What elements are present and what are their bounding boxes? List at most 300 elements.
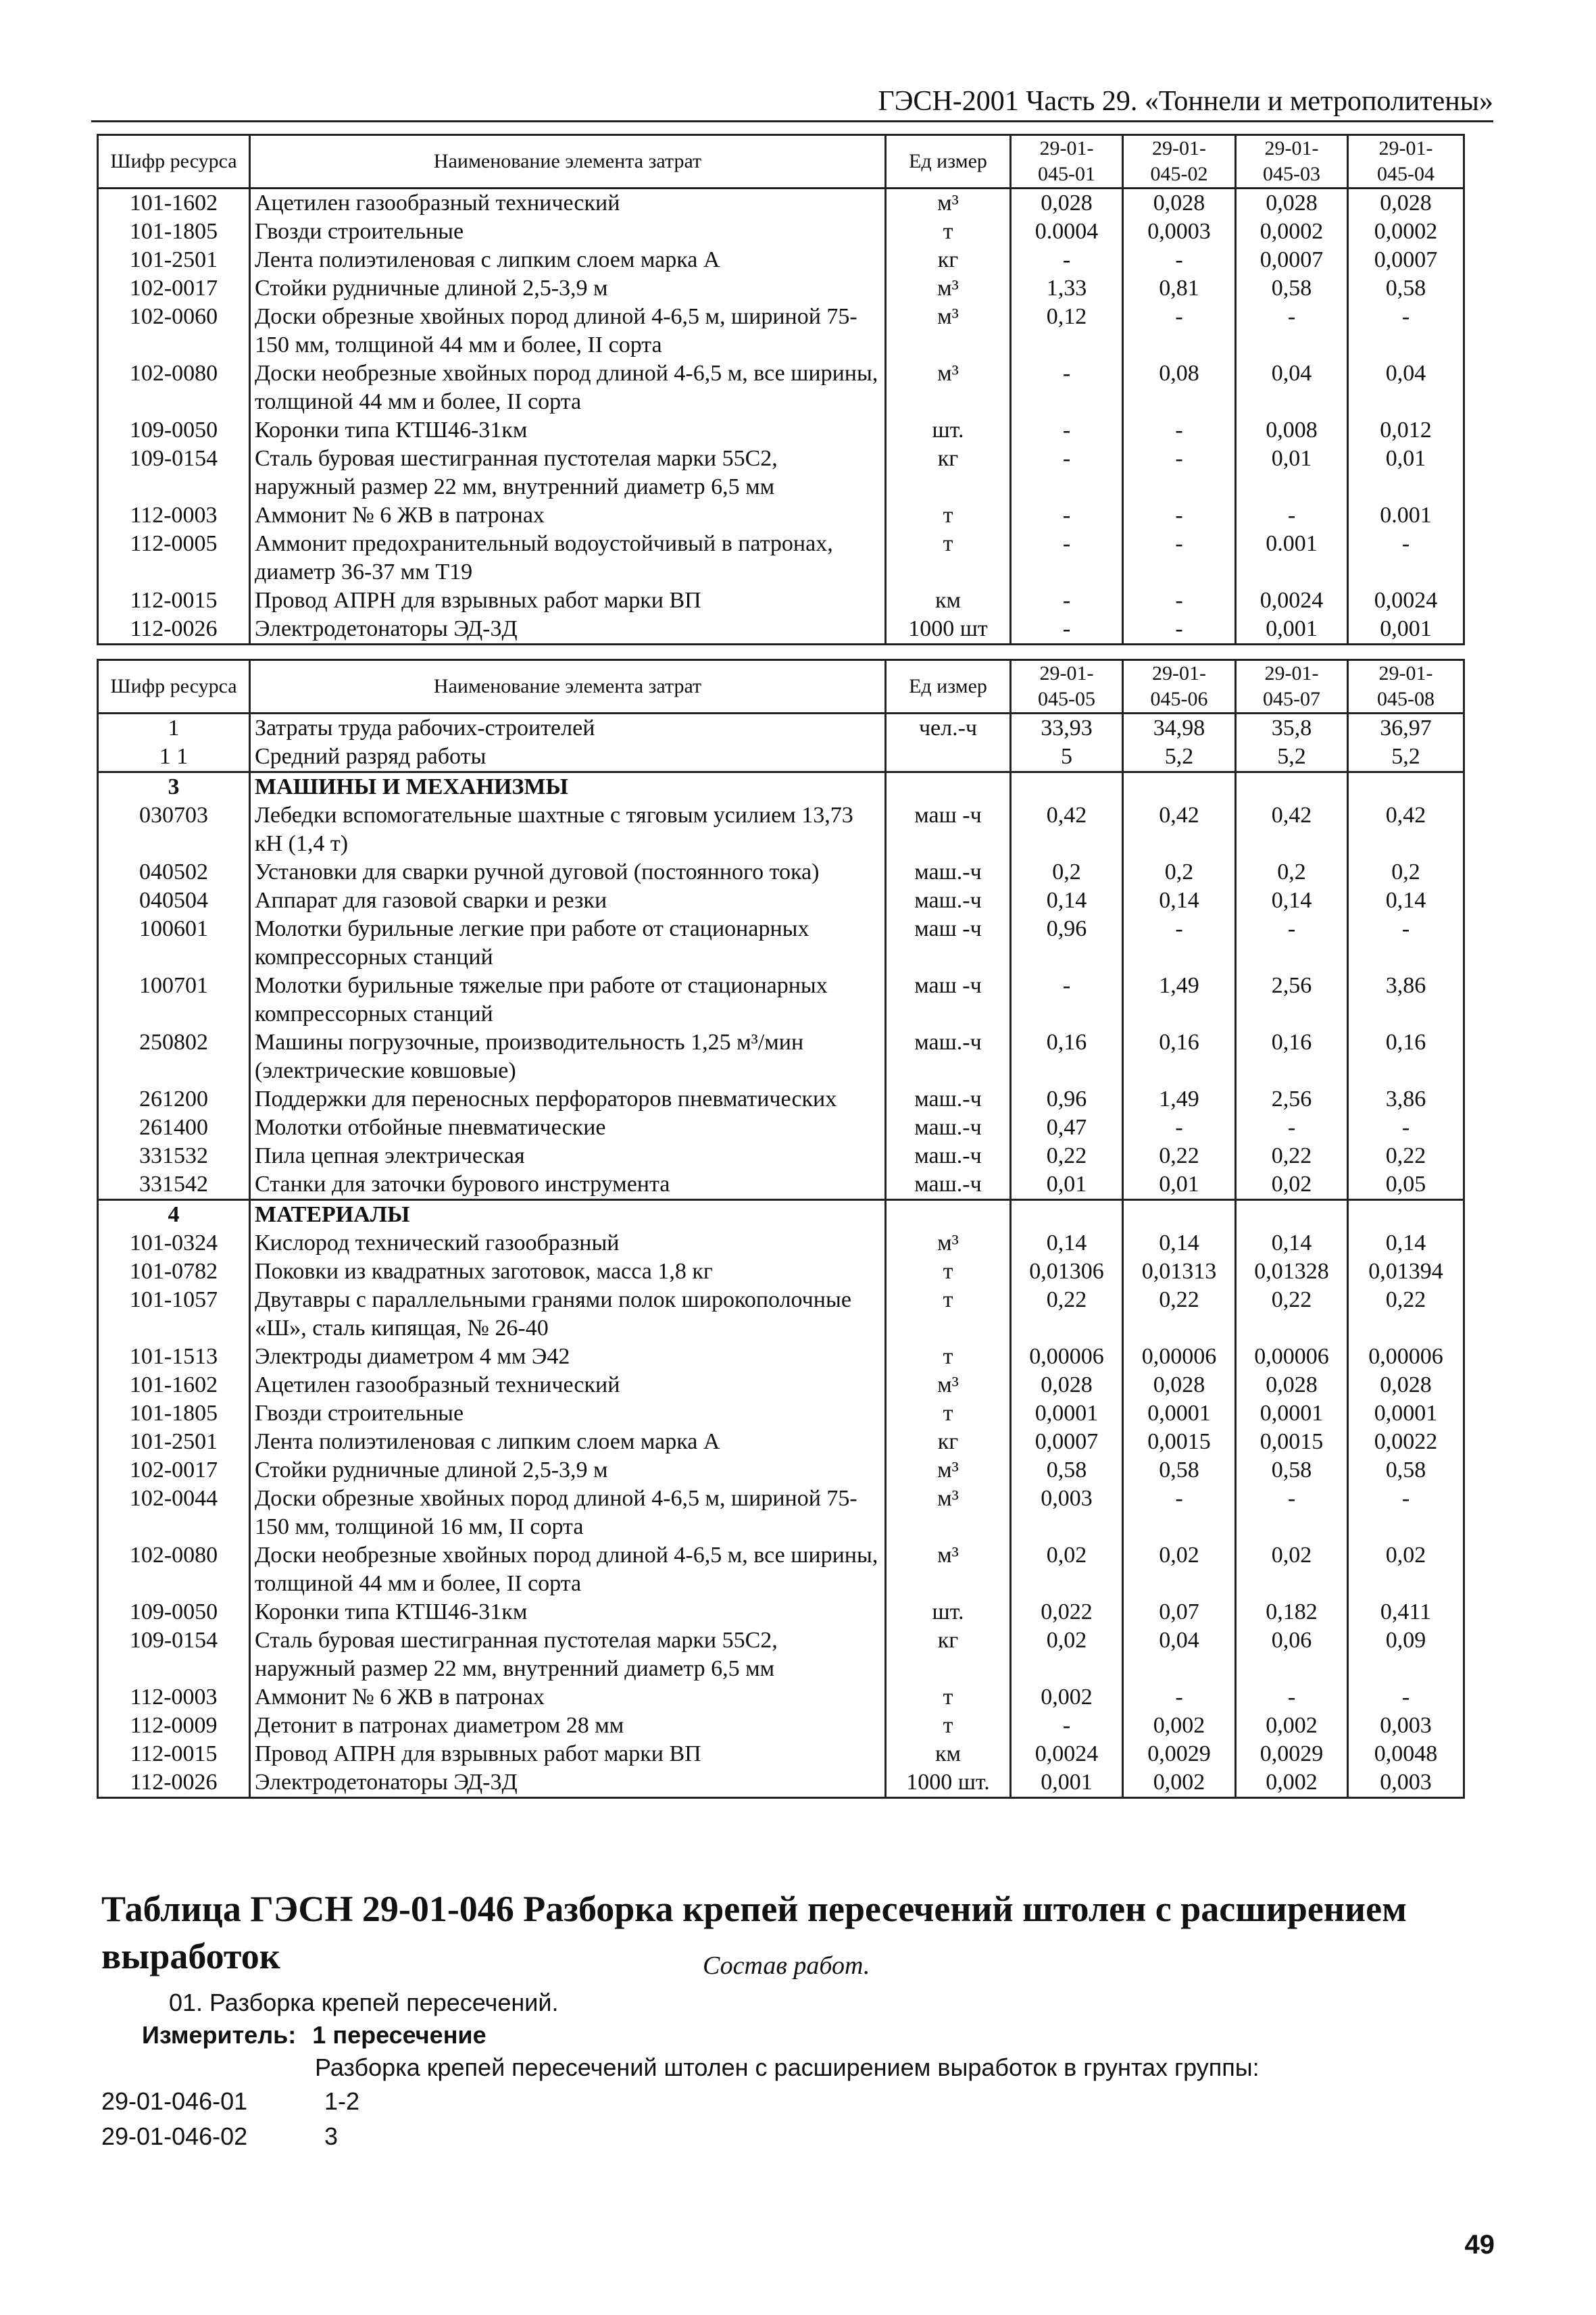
resource-code: 109-0050 bbox=[98, 416, 250, 445]
unit: м³ bbox=[886, 1229, 1011, 1258]
resource-name: Доски необрезные хвойных пород длиной 4-6,5 м, все ширины, толщиной 44 мм и более, II сорта bbox=[250, 1541, 886, 1598]
value: - bbox=[1011, 445, 1123, 501]
table-row bbox=[98, 1142, 1464, 1170]
unit bbox=[886, 743, 1011, 772]
value: 0,003 bbox=[1348, 1712, 1464, 1740]
table-row bbox=[98, 1626, 1464, 1683]
resource-name: Двутавры с параллельными гранями полок широкополочные «Ш», сталь кипящая, № 26-40 bbox=[250, 1286, 886, 1343]
unit: 1000 шт. bbox=[886, 1768, 1011, 1798]
table-row bbox=[98, 416, 1464, 445]
value: 0,002 bbox=[1236, 1768, 1348, 1798]
value: 5,2 bbox=[1123, 743, 1236, 772]
value: 0,14 bbox=[1348, 1229, 1464, 1258]
resource-name: Доски необрезные хвойных пород длиной 4-6,5 м, все ширины, толщиной 44 мм и более, II сорта bbox=[250, 359, 886, 416]
value: 0,58 bbox=[1236, 274, 1348, 303]
value: 0,14 bbox=[1123, 1229, 1236, 1258]
value: 0.0004 bbox=[1011, 218, 1123, 246]
value: 0,14 bbox=[1236, 887, 1348, 915]
value: 0,003 bbox=[1011, 1485, 1123, 1541]
unit: м³ bbox=[886, 1541, 1011, 1598]
value: - bbox=[1011, 530, 1123, 587]
value: 0,22 bbox=[1123, 1142, 1236, 1170]
unit: маш.-ч bbox=[886, 1170, 1011, 1200]
measure-line bbox=[142, 2019, 487, 2051]
value: 0,028 bbox=[1236, 189, 1348, 218]
code-list bbox=[101, 2084, 359, 2154]
resource-name: Детонит в патронах диаметром 28 мм bbox=[250, 1712, 886, 1740]
unit: кг bbox=[886, 1626, 1011, 1683]
table-row bbox=[98, 615, 1464, 645]
value: 0,96 bbox=[1011, 915, 1123, 972]
value: 0,022 bbox=[1011, 1598, 1123, 1626]
value: - bbox=[1348, 303, 1464, 359]
unit: маш -ч bbox=[886, 915, 1011, 972]
resource-code: 101-1602 bbox=[98, 1371, 250, 1399]
column-header: 29-01- 045-08 bbox=[1348, 660, 1464, 714]
section-description: Разборка крепей пересечений штолен с расширением выработок в грунтах группы: bbox=[315, 2053, 1260, 2081]
unit: маш.-ч bbox=[886, 1085, 1011, 1114]
resource-code: 101-1805 bbox=[98, 1399, 250, 1428]
table-row bbox=[98, 274, 1464, 303]
column-header: Наименование элемента затрат bbox=[250, 660, 886, 714]
work-item: 01. Разборка крепей пересечений. bbox=[169, 1989, 559, 2016]
value: 5,2 bbox=[1348, 743, 1464, 772]
resource-name: Аммонит № 6 ЖВ в патронах bbox=[250, 501, 886, 530]
table-row bbox=[98, 218, 1464, 246]
resource-name: Стойки рудничные длиной 2,5-3,9 м bbox=[250, 1456, 886, 1485]
resource-name: Электроды диаметром 4 мм Э42 bbox=[250, 1343, 886, 1371]
value: - bbox=[1236, 303, 1348, 359]
resource-code: 109-0154 bbox=[98, 1626, 250, 1683]
value: 0,001 bbox=[1011, 1768, 1123, 1798]
value: 1,33 bbox=[1011, 274, 1123, 303]
value: 0,0007 bbox=[1011, 1428, 1123, 1456]
unit: маш.-ч bbox=[886, 1028, 1011, 1085]
resource-name: Аппарат для газовой сварки и резки bbox=[250, 887, 886, 915]
resource-code: 101-1513 bbox=[98, 1343, 250, 1371]
value: 0,22 bbox=[1348, 1142, 1464, 1170]
table-row bbox=[98, 1428, 1464, 1456]
value: - bbox=[1011, 359, 1123, 416]
unit: т bbox=[886, 1683, 1011, 1712]
value bbox=[1011, 772, 1123, 802]
value: 1,49 bbox=[1123, 972, 1236, 1028]
table-row bbox=[98, 1541, 1464, 1598]
resource-name: Машины погрузочные, производительность 1,25 м³/мин (электрические ковшовые) bbox=[250, 1028, 886, 1085]
resource-code: 261200 bbox=[98, 1085, 250, 1114]
value: 0,0007 bbox=[1236, 246, 1348, 274]
value: 0,0015 bbox=[1123, 1428, 1236, 1456]
value: - bbox=[1236, 1485, 1348, 1541]
unit bbox=[886, 772, 1011, 802]
resource-name: Электродетонаторы ЭД-3Д bbox=[250, 615, 886, 645]
value: 0,47 bbox=[1011, 1114, 1123, 1142]
resource-code: 331532 bbox=[98, 1142, 250, 1170]
resource-code: 040502 bbox=[98, 858, 250, 887]
resource-name: Кислород технический газообразный bbox=[250, 1229, 886, 1258]
value: 5,2 bbox=[1236, 743, 1348, 772]
table-row bbox=[98, 246, 1464, 274]
unit: шт. bbox=[886, 416, 1011, 445]
resource-name: Аммонит предохранительный водоустойчивый в патронах, диаметр 36-37 мм Т19 bbox=[250, 530, 886, 587]
resource-name: Пила цепная электрическая bbox=[250, 1142, 886, 1170]
unit: км bbox=[886, 587, 1011, 615]
value: 0,001 bbox=[1348, 615, 1464, 645]
value: 0,0029 bbox=[1123, 1740, 1236, 1768]
value: 0,0001 bbox=[1011, 1399, 1123, 1428]
value: 0,028 bbox=[1348, 1371, 1464, 1399]
soil-group: 1-2 bbox=[324, 2087, 360, 2115]
unit: м³ bbox=[886, 1371, 1011, 1399]
column-header: Шифр ресурса bbox=[98, 660, 250, 714]
table-row bbox=[98, 887, 1464, 915]
value: - bbox=[1348, 1485, 1464, 1541]
resource-code: 100601 bbox=[98, 915, 250, 972]
value: - bbox=[1236, 1114, 1348, 1142]
value: 0,012 bbox=[1348, 416, 1464, 445]
value: 0,0024 bbox=[1011, 1740, 1123, 1768]
table-row bbox=[98, 1286, 1464, 1343]
value: - bbox=[1123, 1485, 1236, 1541]
resource-code: 030703 bbox=[98, 801, 250, 858]
resource-name: Сталь буровая шестигранная пустотелая марки 55С2, наружный размер 22 мм, внутренний диаметр 6,5 мм bbox=[250, 1626, 886, 1683]
value: 0,002 bbox=[1123, 1712, 1236, 1740]
column-header: Шифр ресурса bbox=[98, 135, 250, 189]
value: 0,028 bbox=[1348, 189, 1464, 218]
value bbox=[1348, 772, 1464, 802]
resource-code: 100701 bbox=[98, 972, 250, 1028]
resource-code: 101-1057 bbox=[98, 1286, 250, 1343]
resource-name: Лента полиэтиленовая с липким слоем марка А bbox=[250, 1428, 886, 1456]
value: 0,04 bbox=[1123, 1626, 1236, 1683]
resource-code: 040504 bbox=[98, 887, 250, 915]
value: 0,42 bbox=[1348, 801, 1464, 858]
value: 0,22 bbox=[1011, 1286, 1123, 1343]
value: 0,01394 bbox=[1348, 1258, 1464, 1286]
unit: т bbox=[886, 1399, 1011, 1428]
unit: маш -ч bbox=[886, 801, 1011, 858]
column-header: 29-01- 045-03 bbox=[1236, 135, 1348, 189]
resource-name: Гвозди строительные bbox=[250, 1399, 886, 1428]
value: 35,8 bbox=[1236, 714, 1348, 743]
value: 0,58 bbox=[1348, 1456, 1464, 1485]
value: 0,58 bbox=[1348, 274, 1464, 303]
value: 0,0024 bbox=[1236, 587, 1348, 615]
unit: кг bbox=[886, 246, 1011, 274]
table-row bbox=[98, 772, 1464, 802]
value: 0,0048 bbox=[1348, 1740, 1464, 1768]
value bbox=[1348, 1200, 1464, 1230]
value: 0,14 bbox=[1236, 1229, 1348, 1258]
value: 0,01328 bbox=[1236, 1258, 1348, 1286]
value: - bbox=[1011, 501, 1123, 530]
resource-name: МАШИНЫ И МЕХАНИЗМЫ bbox=[250, 772, 886, 802]
value: - bbox=[1236, 915, 1348, 972]
unit: т bbox=[886, 501, 1011, 530]
table-row bbox=[98, 1170, 1464, 1200]
value: 0,0024 bbox=[1348, 587, 1464, 615]
resource-table-2 bbox=[97, 659, 1465, 1799]
resource-code: 102-0044 bbox=[98, 1485, 250, 1541]
value: 0,42 bbox=[1236, 801, 1348, 858]
resource-code: 1 bbox=[98, 714, 250, 743]
value: 0,58 bbox=[1236, 1456, 1348, 1485]
value: 0,16 bbox=[1011, 1028, 1123, 1085]
resource-name: Провод АПРН для взрывных работ марки ВП bbox=[250, 1740, 886, 1768]
value: 0,22 bbox=[1348, 1286, 1464, 1343]
table-row bbox=[98, 445, 1464, 501]
table-row bbox=[98, 1768, 1464, 1798]
resource-name: Гвозди строительные bbox=[250, 218, 886, 246]
value: 0,14 bbox=[1348, 887, 1464, 915]
unit: кг bbox=[886, 445, 1011, 501]
resource-name: Лента полиэтиленовая с липким слоем марка А bbox=[250, 246, 886, 274]
value: - bbox=[1123, 303, 1236, 359]
resource-name: Аммонит № 6 ЖВ в патронах bbox=[250, 1683, 886, 1712]
value: 0,04 bbox=[1348, 359, 1464, 416]
value: 0,411 bbox=[1348, 1598, 1464, 1626]
resource-name: Коронки типа КТШ46-31км bbox=[250, 416, 886, 445]
value: 0.001 bbox=[1348, 501, 1464, 530]
resource-name: Молотки бурильные легкие при работе от стационарных компрессорных станций bbox=[250, 915, 886, 972]
column-header: 29-01- 045-07 bbox=[1236, 660, 1348, 714]
table-row bbox=[98, 359, 1464, 416]
value: 0,08 bbox=[1123, 359, 1236, 416]
value: 0,028 bbox=[1123, 189, 1236, 218]
value: 0,22 bbox=[1236, 1286, 1348, 1343]
value: 0,02 bbox=[1011, 1626, 1123, 1683]
unit: чел.-ч bbox=[886, 714, 1011, 743]
value: 0,00006 bbox=[1123, 1343, 1236, 1371]
section-title: Таблица ГЭСН 29-01-046 Разборка крепей пересечений штолен с расширением выработок bbox=[101, 1889, 1407, 1976]
resource-name: Поддержки для переносных перфораторов пневматических bbox=[250, 1085, 886, 1114]
unit: м³ bbox=[886, 1456, 1011, 1485]
table-row bbox=[98, 972, 1464, 1028]
value: 0,01313 bbox=[1123, 1258, 1236, 1286]
resource-code: 101-1805 bbox=[98, 218, 250, 246]
resource-name: Поковки из квадратных заготовок, масса 1,8 кг bbox=[250, 1258, 886, 1286]
table-row bbox=[98, 743, 1464, 772]
value: - bbox=[1123, 445, 1236, 501]
value: 0,2 bbox=[1011, 858, 1123, 887]
value: 0,22 bbox=[1236, 1142, 1348, 1170]
resource-name: Ацетилен газообразный технический bbox=[250, 1371, 886, 1399]
value: 0,02 bbox=[1123, 1541, 1236, 1598]
value: 1,49 bbox=[1123, 1085, 1236, 1114]
value: 0,028 bbox=[1011, 1371, 1123, 1399]
resource-name: Затраты труда рабочих-строителей bbox=[250, 714, 886, 743]
value: 0,002 bbox=[1011, 1683, 1123, 1712]
value: - bbox=[1348, 915, 1464, 972]
value: 2,56 bbox=[1236, 1085, 1348, 1114]
resource-code: 102-0080 bbox=[98, 359, 250, 416]
value: - bbox=[1011, 615, 1123, 645]
value: 0,2 bbox=[1348, 858, 1464, 887]
table-row bbox=[98, 530, 1464, 587]
table-row bbox=[98, 801, 1464, 858]
value: - bbox=[1123, 615, 1236, 645]
value: 0,2 bbox=[1123, 858, 1236, 887]
value: 0,02 bbox=[1236, 1170, 1348, 1200]
table-body bbox=[98, 714, 1464, 1798]
value: - bbox=[1123, 1114, 1236, 1142]
value: 0,02 bbox=[1348, 1541, 1464, 1598]
table-row bbox=[98, 1085, 1464, 1114]
value: 0,01 bbox=[1348, 445, 1464, 501]
unit: маш.-ч bbox=[886, 1114, 1011, 1142]
resource-name: Ацетилен газообразный технический bbox=[250, 189, 886, 218]
value: 0,00006 bbox=[1011, 1343, 1123, 1371]
value: 0,0002 bbox=[1348, 218, 1464, 246]
resource-code: 1 1 bbox=[98, 743, 250, 772]
unit: м³ bbox=[886, 189, 1011, 218]
value: 0,0029 bbox=[1236, 1740, 1348, 1768]
unit: т bbox=[886, 1343, 1011, 1371]
table-row bbox=[98, 189, 1464, 218]
value: 0,12 bbox=[1011, 303, 1123, 359]
value: - bbox=[1123, 587, 1236, 615]
unit: м³ bbox=[886, 359, 1011, 416]
value: 0,002 bbox=[1236, 1712, 1348, 1740]
table-row bbox=[98, 1028, 1464, 1085]
code: 29-01-046-02 bbox=[101, 2122, 248, 2150]
table-row bbox=[98, 303, 1464, 359]
resource-code: 331542 bbox=[98, 1170, 250, 1200]
column-header: 29-01- 045-01 bbox=[1011, 135, 1123, 189]
value bbox=[1123, 772, 1236, 802]
table-row bbox=[98, 1399, 1464, 1428]
value: 0,01 bbox=[1011, 1170, 1123, 1200]
resource-code: 112-0009 bbox=[98, 1712, 250, 1740]
value: 0,09 bbox=[1348, 1626, 1464, 1683]
value: 0,01 bbox=[1123, 1170, 1236, 1200]
table-row bbox=[98, 587, 1464, 615]
resource-code: 101-2501 bbox=[98, 246, 250, 274]
value: 0,182 bbox=[1236, 1598, 1348, 1626]
resource-code: 112-0026 bbox=[98, 1768, 250, 1798]
resource-code: 101-0324 bbox=[98, 1229, 250, 1258]
resource-name: Молотки бурильные тяжелые при работе от стационарных компрессорных станций bbox=[250, 972, 886, 1028]
resource-name: Электродетонаторы ЭД-3Д bbox=[250, 1768, 886, 1798]
table-row bbox=[98, 1712, 1464, 1740]
value: 0,2 bbox=[1236, 858, 1348, 887]
value bbox=[1011, 1200, 1123, 1230]
value: 0,16 bbox=[1348, 1028, 1464, 1085]
value: - bbox=[1348, 530, 1464, 587]
table-body bbox=[98, 189, 1464, 645]
value: 0,06 bbox=[1236, 1626, 1348, 1683]
column-header: 29-01- 045-05 bbox=[1011, 660, 1123, 714]
value: 0,028 bbox=[1236, 1371, 1348, 1399]
column-header: Наименование элемента затрат bbox=[250, 135, 886, 189]
table-row bbox=[98, 1456, 1464, 1485]
value: 0,02 bbox=[1011, 1541, 1123, 1598]
resource-code: 101-2501 bbox=[98, 1428, 250, 1456]
table-row bbox=[98, 1258, 1464, 1286]
table-row bbox=[98, 1683, 1464, 1712]
table-row bbox=[98, 1114, 1464, 1142]
table-header-row bbox=[98, 660, 1464, 714]
table-row bbox=[98, 915, 1464, 972]
unit: м³ bbox=[886, 274, 1011, 303]
value: 0,16 bbox=[1123, 1028, 1236, 1085]
value: 34,98 bbox=[1123, 714, 1236, 743]
resource-code: 101-0782 bbox=[98, 1258, 250, 1286]
table-row bbox=[98, 1200, 1464, 1230]
value: - bbox=[1123, 1683, 1236, 1712]
value: 0,0001 bbox=[1236, 1399, 1348, 1428]
resource-name: Коронки типа КТШ46-31км bbox=[250, 1598, 886, 1626]
value: 5 bbox=[1011, 743, 1123, 772]
table-header-row bbox=[98, 135, 1464, 189]
resource-code: 109-0154 bbox=[98, 445, 250, 501]
table-row bbox=[98, 501, 1464, 530]
resource-code: 101-1602 bbox=[98, 189, 250, 218]
value: 0,0003 bbox=[1123, 218, 1236, 246]
value: - bbox=[1011, 587, 1123, 615]
unit: 1000 шт bbox=[886, 615, 1011, 645]
resource-name: Провод АПРН для взрывных работ марки ВП bbox=[250, 587, 886, 615]
column-header: 29-01- 045-04 bbox=[1348, 135, 1464, 189]
table-row bbox=[98, 858, 1464, 887]
unit: т bbox=[886, 1258, 1011, 1286]
value bbox=[1123, 1200, 1236, 1230]
table-row bbox=[98, 1371, 1464, 1399]
value: 0,96 bbox=[1011, 1085, 1123, 1114]
unit: маш -ч bbox=[886, 972, 1011, 1028]
resource-name: Средний разряд работы bbox=[250, 743, 886, 772]
resource-name: Молотки отбойные пневматические bbox=[250, 1114, 886, 1142]
resource-name: МАТЕРИАЛЫ bbox=[250, 1200, 886, 1230]
page-number: 49 bbox=[1464, 2230, 1495, 2260]
unit: м³ bbox=[886, 303, 1011, 359]
resource-name: Доски обрезные хвойных пород длиной 4-6,5 м, шириной 75-150 мм, толщиной 44 мм и более, II сорта bbox=[250, 303, 886, 359]
unit: шт. bbox=[886, 1598, 1011, 1626]
page-header: ГЭСН-2001 Часть 29. «Тоннели и метрополитены» bbox=[91, 82, 1493, 122]
value: 0,04 bbox=[1236, 359, 1348, 416]
value: 0,14 bbox=[1123, 887, 1236, 915]
unit bbox=[886, 1200, 1011, 1230]
resource-name: Станки для заточки бурового инструмента bbox=[250, 1170, 886, 1200]
value: 0,0015 bbox=[1236, 1428, 1348, 1456]
column-header: 29-01- 045-02 bbox=[1123, 135, 1236, 189]
value: 0,0022 bbox=[1348, 1428, 1464, 1456]
value: - bbox=[1123, 915, 1236, 972]
unit: м³ bbox=[886, 1485, 1011, 1541]
column-header: Ед измер bbox=[886, 660, 1011, 714]
value: 0,003 bbox=[1348, 1768, 1464, 1798]
resource-name: Лебедки вспомогательные шахтные с тяговым усилием 13,73 кН (1,4 т) bbox=[250, 801, 886, 858]
value: 33,93 bbox=[1011, 714, 1123, 743]
table-row bbox=[98, 1740, 1464, 1768]
value: - bbox=[1123, 501, 1236, 530]
table-row bbox=[98, 1485, 1464, 1541]
measure-value: 1 пересечение bbox=[312, 2021, 487, 2049]
table-row bbox=[98, 1598, 1464, 1626]
value: - bbox=[1123, 530, 1236, 587]
value: - bbox=[1348, 1114, 1464, 1142]
column-header: Ед измер bbox=[886, 135, 1011, 189]
value: - bbox=[1123, 246, 1236, 274]
value: - bbox=[1011, 416, 1123, 445]
measure-label: Измеритель: bbox=[142, 2021, 297, 2049]
resource-code: 112-0026 bbox=[98, 615, 250, 645]
value: - bbox=[1236, 501, 1348, 530]
resource-code: 4 bbox=[98, 1200, 250, 1230]
value: 0,01306 bbox=[1011, 1258, 1123, 1286]
resource-code: 102-0017 bbox=[98, 1456, 250, 1485]
table-row bbox=[98, 714, 1464, 743]
